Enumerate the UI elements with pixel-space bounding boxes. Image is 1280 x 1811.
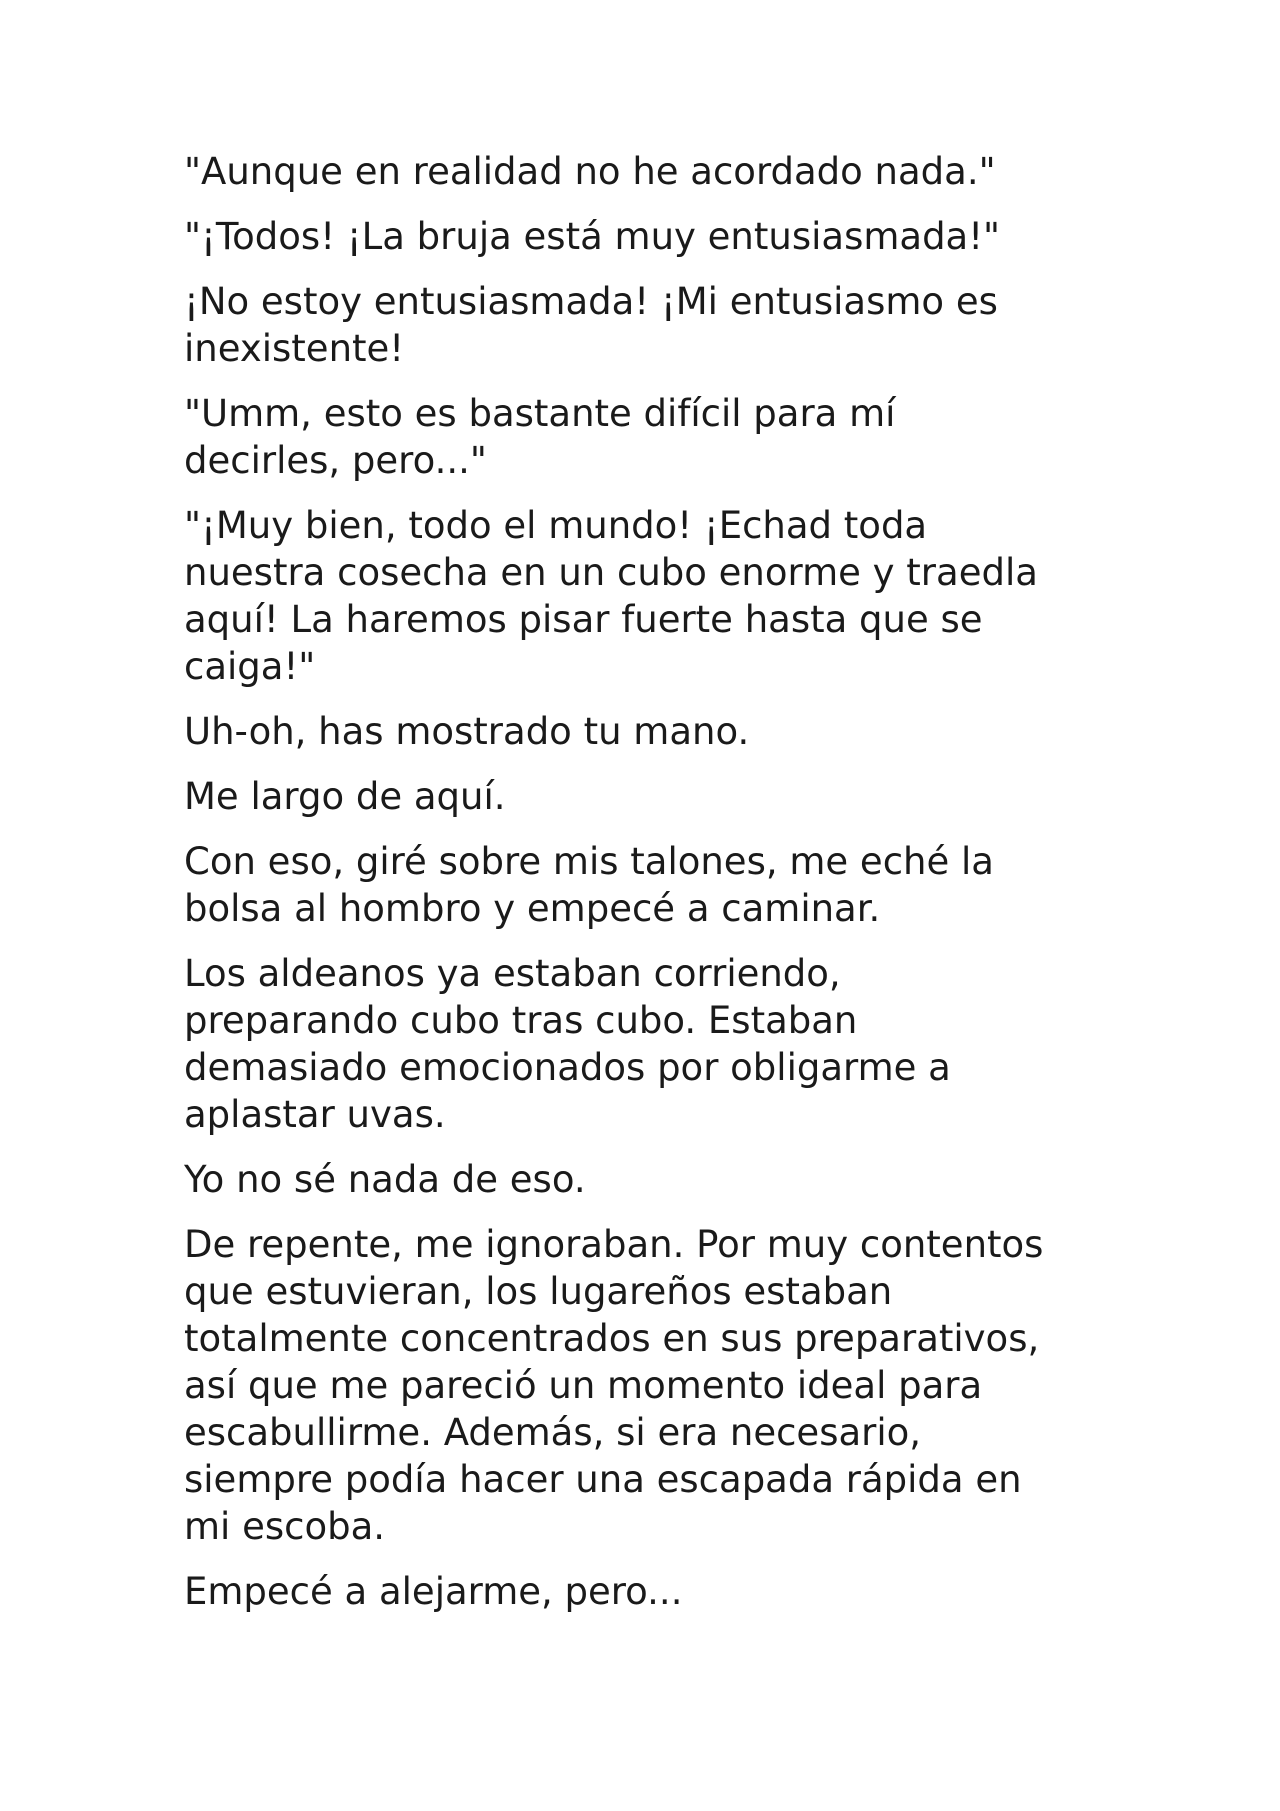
paragraph-3: ¡No estoy entusiasmada! ¡Mi entusiasmo es inexistente! [184, 280, 998, 370]
document-page [184, 148, 1124, 1633]
paragraph-8: Con eso, giré sobre mis talones, me eché la bolsa al hombro y empecé a caminar. [184, 840, 994, 930]
paragraph-7: Me largo de aquí. [184, 775, 506, 818]
paragraph-5: "¡Muy bien, todo el mundo! ¡Echad toda nuestra cosecha en un cubo enorme y traedla aquí! La haremos pisar fuerte hasta que se caiga!" [184, 504, 1038, 688]
paragraph-2: "¡Todos! ¡La bruja está muy entusiasmada!" [184, 215, 1001, 258]
paragraph-12: Empecé a alejarme, pero... [184, 1570, 683, 1613]
paragraph-11: De repente, me ignoraban. Por muy contentos que estuvieran, los lugareños estaban totalmente concentrados en sus preparativos, así que me pareció un momento ideal para escabullirme. Además, si era necesario, siempre podía hacer una escapada rápida en mi escoba. [184, 1223, 1044, 1548]
paragraph-6: Uh-oh, has mostrado tu mano. [184, 710, 750, 753]
paragraph-10: Yo no sé nada de eso. [184, 1158, 586, 1201]
paragraph-1: "Aunque en realidad no he acordado nada." [184, 150, 996, 193]
paragraph-4: "Umm, esto es bastante difícil para mí decirles, pero..." [184, 392, 896, 482]
paragraph-9: Los aldeanos ya estaban corriendo, preparando cubo tras cubo. Estaban demasiado emocionados por obligarme a aplastar uvas. [184, 952, 951, 1136]
